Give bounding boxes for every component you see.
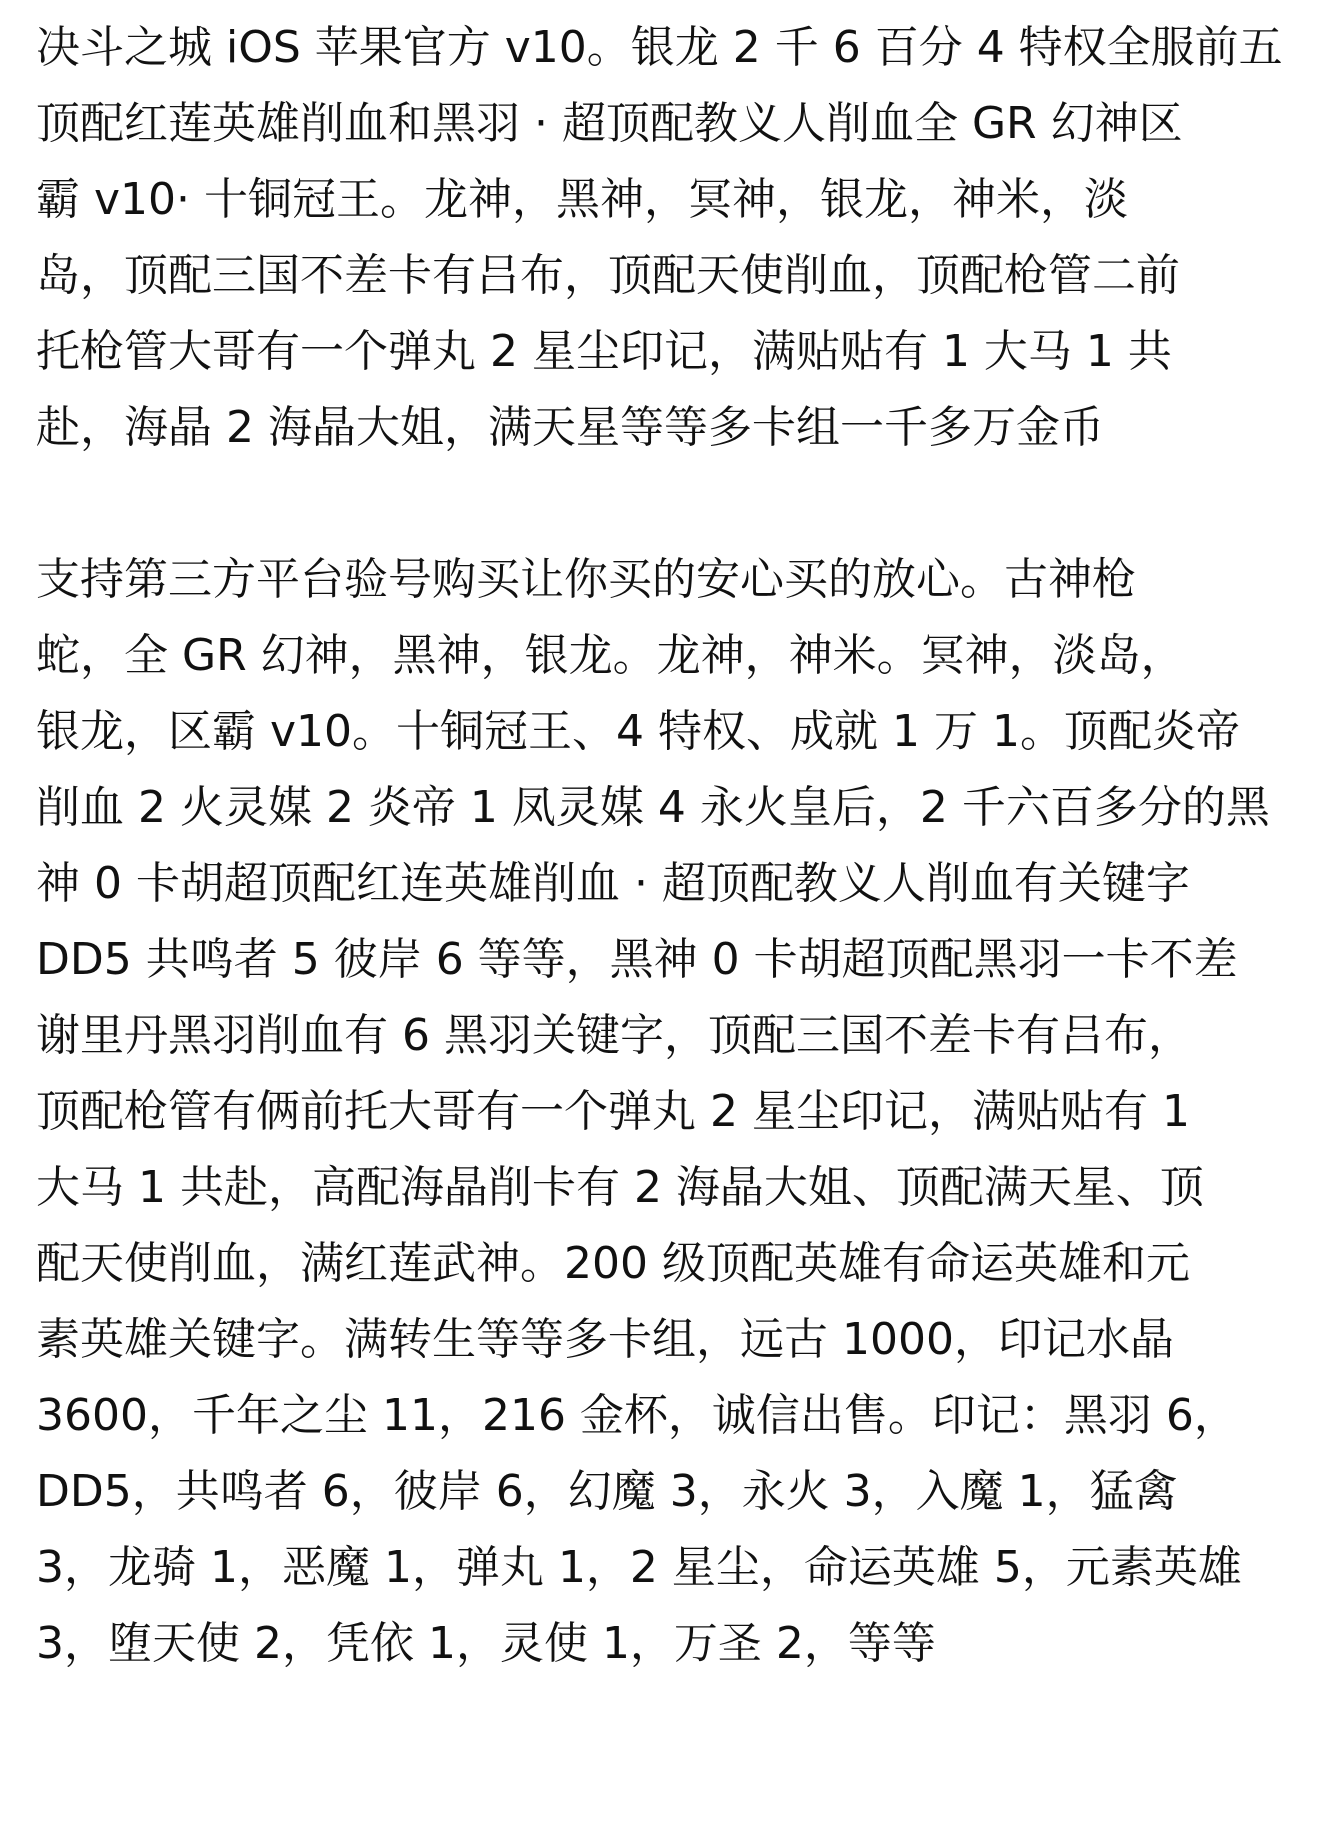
text-line: 配天使削血，满红莲武神。200 级顶配英雄有命运英雄和元 xyxy=(36,1238,1190,1289)
text-line: 赴，海晶 2 海晶大姐，满天星等等多卡组一千多万金币 xyxy=(36,402,1104,453)
text-line: 素英雄关键字。满转生等等多卡组，远古 1000，印记水晶 xyxy=(36,1314,1174,1365)
text-line: 3，龙骑 1，恶魔 1，弹丸 1，2 星尘，命运英雄 5，元素英雄 xyxy=(36,1542,1242,1593)
text-line: 顶配枪管有俩前托大哥有一个弹丸 2 星尘印记，满贴贴有 1 xyxy=(36,1086,1190,1137)
text-line: 大马 1 共赴，高配海晶削卡有 2 海晶大姐、顶配满天星、顶 xyxy=(36,1162,1204,1213)
text-line: 顶配红莲英雄削血和黑羽 · 超顶配教义人削血全 GR 幻神区 xyxy=(36,98,1183,149)
text-line: 3600，千年之尘 11，216 金杯，诚信出售。印记：黑羽 6， xyxy=(36,1390,1238,1441)
text-line: 谢里丹黑羽削血有 6 黑羽关键字，顶配三国不差卡有吕布， xyxy=(36,1010,1192,1061)
text-line: 神 0 卡胡超顶配红连英雄削血 · 超顶配教义人削血有关键字 xyxy=(36,858,1190,909)
text-line: 霸 v10· 十铜冠王。龙神，黑神，冥神，银龙，神米，淡 xyxy=(36,174,1128,225)
text-line: 决斗之城 iOS 苹果官方 v10。银龙 2 千 6 百分 4 特权全服前五 xyxy=(36,22,1283,73)
text-line: 蛇，全 GR 幻神，黑神，银龙。龙神，神米。冥神，淡岛， xyxy=(36,630,1185,681)
text-line: DD5 共鸣者 5 彼岸 6 等等，黑神 0 卡胡超顶配黑羽一卡不差 xyxy=(36,934,1238,985)
text-line: DD5，共鸣者 6，彼岸 6，幻魔 3，永火 3，入魔 1，猛禽 xyxy=(36,1466,1178,1517)
text-line: 银龙，区霸 v10。十铜冠王、4 特权、成就 1 万 1。顶配炎帝 xyxy=(36,706,1240,757)
text-line: 支持第三方平台验号购买让你买的安心买的放心。古神枪 xyxy=(36,554,1136,605)
text-line: 岛，顶配三国不差卡有吕布，顶配天使削血，顶配枪管二前 xyxy=(36,250,1180,301)
text-line: 削血 2 火灵媒 2 炎帝 1 凤灵媒 4 永火皇后，2 千六百多分的黑 xyxy=(36,782,1270,833)
text-line: 托枪管大哥有一个弹丸 2 星尘印记，满贴贴有 1 大马 1 共 xyxy=(36,326,1172,377)
text-line: 3，堕天使 2，凭依 1，灵使 1，万圣 2，等等 xyxy=(36,1618,936,1669)
